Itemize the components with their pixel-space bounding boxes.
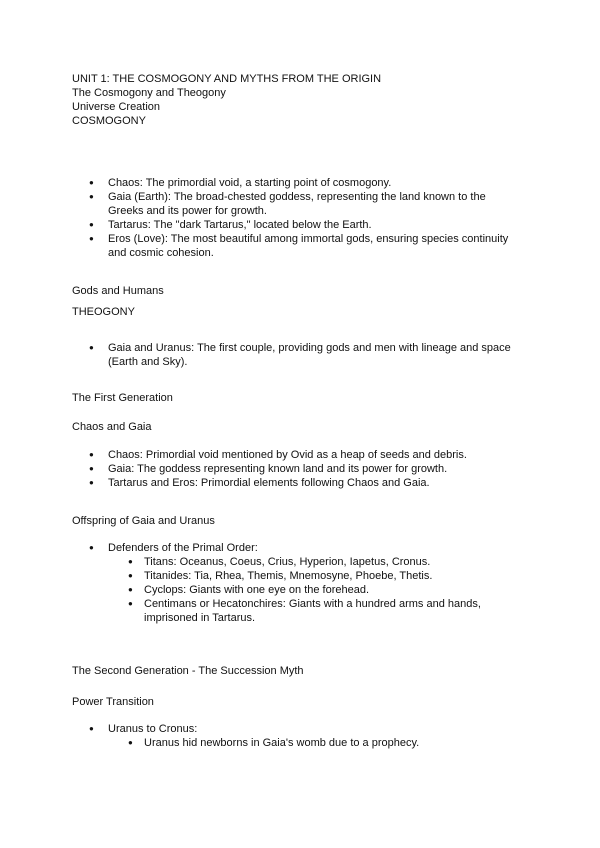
list-item-text: Gaia (Earth): The broad-chested goddess, representing the land known to the Greeks and its power for growth. bbox=[108, 191, 486, 217]
list-item-text: Cyclops: Giants with one eye on the forehead. bbox=[144, 584, 370, 596]
theogony-list bbox=[72, 341, 512, 369]
list-item bbox=[72, 232, 512, 260]
section-title-gods-humans: Gods and Humans bbox=[72, 285, 164, 297]
subtitle-universe: Universe Creation bbox=[72, 101, 161, 113]
list-item-text: Centimans or Hecatonchires: Giants with a hundred arms and hands, imprisoned in Tartarus. bbox=[144, 598, 481, 624]
list-item-text: Defenders of the Primal Order: bbox=[108, 542, 258, 554]
offspring-list bbox=[72, 541, 512, 555]
list-item bbox=[72, 190, 512, 218]
subsection-power-transition: Power Transition bbox=[72, 696, 154, 708]
list-item-text: Uranus to Cronus: bbox=[108, 723, 198, 735]
list-item bbox=[72, 462, 512, 476]
second-generation-list bbox=[72, 722, 512, 736]
list-item-text: Titans: Oceanus, Coeus, Crius, Hyperion, Iapetus, Cronus. bbox=[144, 556, 431, 568]
subtitle: The Cosmogony and Theogony bbox=[72, 87, 226, 99]
cosmogony-list bbox=[72, 176, 512, 260]
section-title-theogony: THEOGONY bbox=[72, 306, 135, 318]
section-title-second-generation: The Second Generation - The Succession Myth bbox=[72, 665, 304, 677]
list-item-text: Uranus hid newborns in Gaia's womb due to a prophecy. bbox=[144, 737, 420, 749]
list-item bbox=[108, 736, 488, 750]
list-item bbox=[108, 583, 488, 597]
first-generation-list bbox=[72, 448, 512, 490]
subsection-chaos-gaia: Chaos and Gaia bbox=[72, 421, 152, 433]
list-item-text: Chaos: Primordial void mentioned by Ovid as a heap of seeds and debris. bbox=[108, 449, 467, 461]
list-item-text: Tartarus: The "dark Tartarus," located below the Earth. bbox=[108, 219, 372, 231]
list-item bbox=[108, 569, 488, 583]
unit-title: UNIT 1: THE COSMOGONY AND MYTHS FROM THE ORIGIN bbox=[72, 73, 382, 85]
list-item bbox=[72, 476, 512, 490]
offspring-sublist bbox=[108, 555, 488, 625]
list-item bbox=[72, 722, 512, 736]
list-item-text: Gaia and Uranus: The first couple, providing gods and men with lineage and space (Earth and Sky). bbox=[108, 342, 511, 368]
list-item bbox=[72, 218, 512, 232]
section-title-first-generation: The First Generation bbox=[72, 392, 173, 404]
section-title-offspring: Offspring of Gaia and Uranus bbox=[72, 515, 215, 527]
list-item bbox=[72, 176, 512, 190]
list-item bbox=[72, 541, 512, 555]
list-item-text: Tartarus and Eros: Primordial elements following Chaos and Gaia. bbox=[108, 477, 430, 489]
list-item bbox=[72, 341, 512, 369]
list-item bbox=[108, 555, 488, 569]
list-item-text: Gaia: The goddess representing known land and its power for growth. bbox=[108, 463, 448, 475]
subtitle-cosmogony: COSMOGONY bbox=[72, 115, 146, 127]
list-item-text: Eros (Love): The most beautiful among immortal gods, ensuring species continuity and cosmic cohesion. bbox=[108, 233, 509, 259]
list-item-text: Chaos: The primordial void, a starting point of cosmogony. bbox=[108, 177, 392, 189]
list-item bbox=[108, 597, 488, 625]
second-generation-sublist bbox=[108, 736, 488, 750]
list-item-text: Titanides: Tia, Rhea, Themis, Mnemosyne, Phoebe, Thetis. bbox=[144, 570, 433, 582]
list-item bbox=[72, 448, 512, 462]
